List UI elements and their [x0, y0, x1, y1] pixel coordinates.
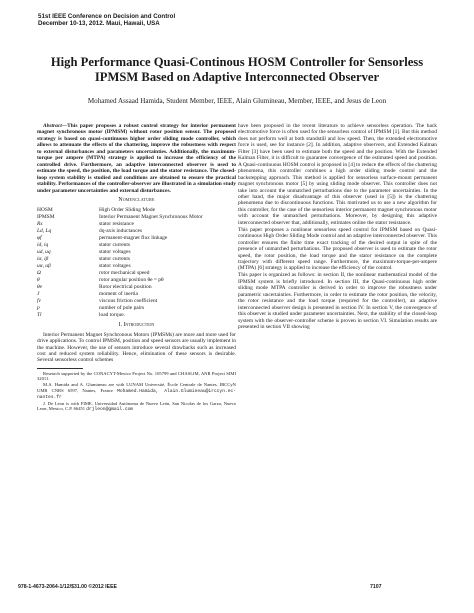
nomenclature-heading: Nomenclature — [118, 196, 155, 203]
abstract-text: —This paper proposes a robust control strategy for interior permanent magnet synchronous motor (IPMSM) without rotor position sensor. The proposed strategy is based on quasi-continuous higher order sliding mode controller, which allows to attenuate the effects of the chattering, improve the robustness with respect to external disturbances and parameters uncertainties. Additionally, the maximum-torque per ampere (MTPA) strategy is applied to increase the efficiency of the controlled drive. Furthermore, an adaptive interconnected observer is used to estimate the speed, the position, the load torque and the stator resistance. The closed-loop system stability is studied and conditions are obtained to ensure the practical stability. Performances of the controller-observer are illustrated in a simulation study under parameter uncertainties and external disturbances. — [37, 123, 236, 194]
title-line-2: IPMSM Based on Adaptive Interconnected Observer — [94, 70, 380, 84]
section-heading-introduction: I. Introduction — [118, 322, 155, 329]
nomenclature-description: Interior Permanent Magnet Synchronous Motor — [99, 214, 203, 221]
footnote — [37, 371, 236, 382]
nomenclature-symbol: Ω — [37, 270, 41, 277]
nomenclature-description: viscous friction coefficient — [99, 297, 158, 304]
nomenclature-description: stator currents — [99, 256, 130, 263]
page-number: 7107 — [370, 584, 382, 590]
footnote-text: M.A. Hamida and A. Glumineau are with LUNAM Université, École Centrale de Nantes, IRCCyN UMR CNRS 6597, Nantes, France — [37, 382, 236, 393]
footnote-text: Research supported by the CONACYT-Mexico Project No. 105799 and CHASLIM, ANR Project SIMI 32011. — [37, 370, 236, 382]
nomenclature-description: dq-axis inductances — [99, 228, 143, 235]
nomenclature-description: load torque. — [99, 311, 125, 318]
nomenclature-description: rotor angular position θe = pθ — [99, 276, 164, 283]
nomenclature-description: stator voltages — [99, 249, 131, 256]
nomenclature-table — [37, 207, 236, 318]
conference-name: 51st IEEE Conference on Decision and Control — [38, 13, 176, 20]
right-column — [238, 123, 437, 331]
body-paragraph-2: This paper proposes a nonlinear sensorless speed control for IPMSM based on Quasi-continuous High Order Sliding Mode control and an adaptive interconnected observer. This controller ensures the finite time exact tracking of the desired output in spite of the presence of unmatched perturbations. The proposed observer is used to estimate the rotor speed, the rotor position, the load torque and the stator resistance on the complete trajectory with different speed range. Furthermore, the maximum-torque-per-ampere (MTPA) [6] strategy is applied to increase the efficiency of the control. — [238, 226, 437, 272]
nomenclature-symbol: φf — [37, 235, 42, 242]
nomenclature-description: High Order Sliding Mode — [99, 207, 156, 214]
abstract-label: Abstract — [43, 123, 62, 129]
left-column — [37, 123, 236, 413]
nomenclature-description: moment of inertia — [99, 290, 138, 297]
nomenclature-symbol: Tl — [37, 311, 42, 318]
nomenclature-symbol: θ — [37, 276, 40, 283]
nomenclature-description: Rotor electrical position — [99, 283, 152, 290]
nomenclature-symbol: Rs — [37, 221, 43, 228]
nomenclature-symbol: θe — [37, 283, 43, 290]
nomenclature-symbol: id, iq — [37, 242, 49, 249]
nomenclature-symbol: J — [37, 290, 40, 297]
nomenclature-symbol: ud, uq — [37, 249, 51, 256]
nomenclature-description: stator resistance — [99, 221, 134, 228]
abstract — [37, 123, 236, 194]
footnote-divider — [37, 368, 83, 369]
intro-paragraph: Interior Permanent Magnet Synchronous Motors (IPMSMs) are more and more used for drive applications. To control IPMSM, position and speed sensors are usually implement in the machine. However, the use of sensors introduce several drawbacks such as increased cost and reduced system reliability. Hence, elimination of these sensors is desirable. Several sensorless control schemes — [37, 331, 236, 364]
author-list: Mohamed Assaad Hamida, Student Member, IEEE, Alain Glumineau, Member, IEEE, and Jesus de Leon — [87, 97, 387, 105]
nomenclature-description: number of pole pairs — [99, 304, 145, 311]
footnotes — [37, 371, 236, 413]
body-paragraph-1: have been proposed in the recent literature to achieve sensorless operation. The back electromotive force is often used for the sensorless control of IPMSM [1]. But this method does not perform well at both standstill and low speed. Then, the extended electromotive force is used, see for instance [2]. In addition, adaptive observers, and Extended Kalman Filter [3] have been used to estimate both the speed and the position. With the Extended Kalman Filter, it is difficult to guarantee convergence of the estimated speed and position. A Quasi-continuous HOSM control is proposed in [4] to reduce the effects of the chattering phenomena, this controller combines a high order sliding mode control and the backstepping approach. This method is applied for sensorless surface-mount permanent magnet synchronous motor [5] by using sliding mode observer. This controller does not take into account the unmatched perturbations due to the parameter uncertainties. In the other hand, the major disadvantage of this observer (used in [5]) is the chattering phenomena due to discontinuous functions. This motivated us to use a new algorithm for this controller, for the case of the sensorless interior permanent magnet synchronous motor with account the unmatched perturbations. Moreover, by designing this adaptive interconnected observer that, additionally, estimates online the stator resistance. — [238, 123, 437, 226]
conference-header — [38, 13, 175, 28]
nomenclature-description: stator currents — [99, 242, 130, 249]
footnote-email: drjleon@gmail.com — [86, 407, 134, 413]
footnote-email: Mohamed.Hamida, Alain.Glumineau@irccyn.ec-nantes.fr — [37, 388, 236, 401]
nomenclature-description: rotor mechanical speed — [99, 270, 150, 277]
footnote — [37, 382, 236, 400]
footnote-text: J. De Leon is with FIME, Universidad Autónoma de Nuevo León, San Nicolas de los Garza, Nuevo Leon, Mexico, C.P. 66451 — [37, 400, 236, 412]
nomenclature-symbol: Ld, Lq — [37, 228, 52, 235]
nomenclature-symbol: iα, iβ — [37, 256, 49, 263]
title-line-1: High Performance Quasi-Continous HOSM Controller for Sensorless — [50, 55, 424, 69]
conference-date-location: December 10-13, 2012. Maui, Hawaii, USA — [38, 20, 160, 28]
nomenclature-description: stator voltages — [99, 263, 131, 270]
body-paragraph-3: This paper is organized as follows: in section II, the nonlinear mathematical model of the IPMSM system is briefly introduced. In section III, the Quasi-continuous high order sliding mode MTPA controller is derived in order to improve the robustness under parametric uncertainties. Furthermore, in order to estimate the rotor position, the velocity, the rotor resistance and the load torque (required for the controller), an adaptive interconnected observer design is presented in section IV. In section V, the convergence of this observer is studied under parameter uncertainties. Next, the stability of the closed-loop system with the observer-controller scheme is proven in section VI. Simulation results are presented in section VII showing — [238, 272, 437, 331]
nomenclature-description: permanent-magnet flux linkage — [99, 235, 168, 242]
copyright-line: 978-1-4673-2064-1/12/$31.00 ©2012 IEEE — [18, 584, 118, 590]
nomenclature-symbol: uα, uβ — [37, 263, 51, 270]
nomenclature-symbol: HOSM — [37, 207, 53, 214]
nomenclature-symbol: IPMSM — [37, 214, 55, 221]
footnote — [37, 401, 236, 413]
nomenclature-symbol: fv — [37, 297, 41, 304]
nomenclature-symbol: p — [37, 304, 40, 311]
paper-title — [20, 55, 454, 85]
